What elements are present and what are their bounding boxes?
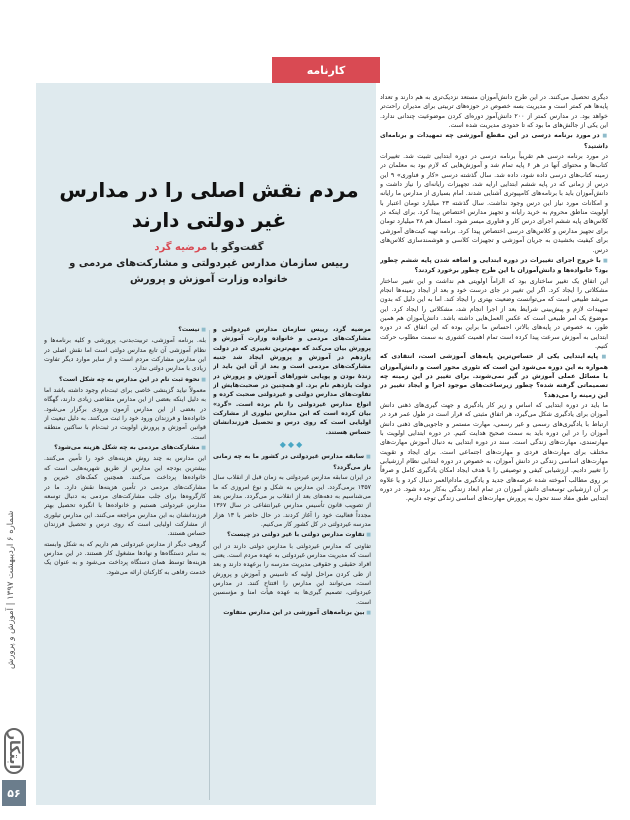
question: ■ در مورد برنامه درسی در این مقطع آموزشی چه تمهیدات و برنامه‌ای داشتید؟: [380, 131, 608, 151]
subhead: [50, 240, 368, 288]
answer-paragraph: معمولاً نیاید گزینشی خاصی برای ثبت‌نام وجود داشته باشد اما به دلیل اینکه بعضی از این مدارس متقاضی زیادی دارند، گهگاه در بعضی از این مدارس آزمون ورودی برگزار می‌شود. خانواده‌ها و فرزندان ورود خود را ثبت می‌کنند. به دلیل تبعیت از قوانین آموزش و پرورش اولویت در ثبت‌نام با ساکنین منطقه است.: [44, 387, 206, 441]
interviewee-title: رییس سازمان مدارس غیردولتی و مشارکت‌های مردمی و خانواده وزارت آموزش و پرورش: [69, 258, 349, 285]
intro-paragraph: مرضیه گرد، رییس سازمان مدارس غیردولتی و مشارکت‌های مردمی و خانواده وزارت آموزش و پرورش بیان می‌کند که مهم‌ترین تغییری که در دولت یازدهم در آموزش و پرورش ایجاد شد جنبه مشارکت‌های مردمی است و بعد از آن این باید از زندهٔ بودن و پویایی شوراهای آموزش و پرورش در دولت یازدهم نام برد. او همچنین در صحبت‌هایش از تفاوت‌های مدارس دولتی و غیردولتی صحبت کرده و انواع مدارس غیردولتی را نام برده است. «گرد» بیان کرده است که این مدارس تیلوری از مشارکت اولیایی است که روی درس و تحصیل فرزندانشان حساس هستند.: [213, 326, 371, 436]
question: ■ نحوه ثبت نام در این مدارس به چه شکل است؟: [44, 375, 206, 385]
answer-paragraph: گروهی دیگر از مدارس غیردولتی هم داریم که به شکل وابسته به سایر دستگاه‌ها و نهادها مشغول کار هستند. در این مدارس هزینه‌ها توسط همان دستگاه پرداخت می‌شود و به عنوان یک خدمت رفاهی به کارکنان ارائه می‌شود.: [44, 540, 206, 576]
side-title: شماره ۶ اردیبهشت ۱۳۹۷ | آموزش و پرورش: [6, 510, 16, 670]
answer-paragraph: ما باید در دوره ابتدایی که اساس و زیر کار یادگیری و جهت گیری‌های ذهنی دانش آموزان برای یادگیری شکل می‌گیرد، هر اتفاق مثبتی که قرار است در طول عمر فرد در ارتباط با یادگیری‌های رسمی و غیر رسمی، مهارت مستمر و جاجویی‌های ذهنی دانش آموزان را در این دوره باید به سمت صحیح هدایت کنیم. در دوره ابتدایی اولویت با مهارتمندی، مهارت‌های زندگی است. سند در دوره ابتدایی به دنبال آموزش مهارت‌های مختلف برای مهارت‌های فردی و مهارت‌های اجتماعی است. برای ایجاد و تقویت مهارت‌های اساسی زندگی در دانش آموزان، به خصوص در دوره ابتدایی نظام ارزشیابی را تغییر دادیم. ارزشیابی کیفی و توصیفی را با هدف ایجاد امکان یادگیری کامل و صرفاً بر روی مطالب آموخته شده عرصه‌های جدید و یادگیری مادام‌العمر دنبال کرد و یا علاوه بر آن ارزشیابی توسعه‌ای دانش آموزان در تمام ابعاد زندگی به‌کار برده شود. در دوره ابتدایی طبق مفاد سند تحول به پرورش مهارت‌های اساسی زندگی توجه داریم.: [380, 402, 608, 503]
answer-paragraph: بله. برنامه آموزشی، تربیت‌بدنی، پرورشی و کلیه برنامه‌ها و نظام آموزشی آن تابع مدارس دولتی است اما نقش اصلی در این مدارس مشارکت مردم است و از سایر موارد دیگر تفاوت زیادی با مدارس دولتی ندارد.: [44, 337, 206, 373]
question: ■ بین برنامه‌های آموزشی در این مدارس متفاوت: [213, 608, 371, 618]
headline: مردم نقش اصلی را در مدارس غیر دولتی دارند: [59, 178, 359, 232]
question: ■ با خروج اجرای تغییرات در دوره ابتدایی و اضافه شدن پایه ششم چطور بود؟ خانواده‌ها و دانش‌آموزان با این طرح چطور برخورد کردند؟: [380, 256, 608, 276]
subhead-prefix: گفت‌وگو با: [210, 242, 264, 253]
left-column: [44, 325, 206, 805]
question: ■ مشارکت‌های مردمی به چه شکل هزینه می‌شود؟: [44, 443, 206, 453]
middle-column: [213, 325, 371, 805]
magazine-logo: [4, 728, 24, 774]
column-divider: [209, 330, 210, 800]
answer-paragraph: دیگری تحصیل می‌کنند. در این طرح دانش‌آموزان مستعد نزدیک‌تری به هم دارند و تعداد پایه‌ها هم کمتر است و مدیریت بسه خصوص در حوزه‌های تربیتی برای مدیران راحت‌تر خواهد بود. در مدارس کمتر از ۲۰۰ دانش‌آموز دوره‌ای کردن موضوعیت چندانی ندارد. این یکی از جالش‌های ما بود که تا حدودی مدیریت شده است.: [380, 94, 608, 130]
question: ■ نیست؟: [44, 325, 206, 335]
question: ■ پایه ابتدایی یکی از حساس‌ترین پایه‌های آموزشی است، انتقادی که همواره به این دوره می‌شود این است که تئوری محور است و دانش‌آموزان با مسائل عملی آموزش در گیر نمی‌شوند. برای تغییر در این زمینه چه تصمیماتی گرفته شده؟ چطور زیرساخت‌های موجود اجرا و ایجاد تغییر در این زمینه را می‌دهد؟: [380, 352, 608, 400]
logo-text: ابتکار: [6, 732, 22, 770]
interviewee-name: مرضیه گرد: [154, 242, 208, 253]
section-tab: کارنامه: [272, 57, 380, 83]
answer-paragraph: تفاوتی که مدارس غیردولتی با مدارس دولتی دارند در این است که مدیریت مدارس غیردولتی به عهده مردم است. یعنی افراد حقیقی و حقوقی مدیریت مدرسه را برعهده دارند و بعد از طی کردن مراحل اولیه که تاسیس و آموزش و پرورش است، می‌توانند این مدارس را افتتاح کنند. در مدارس غیردولتی، تصمیم گیری‌ها به عهده هیأت امنا و مؤسسین است.: [213, 542, 371, 606]
side-strip: [0, 0, 26, 820]
right-column: [380, 93, 608, 805]
question: ■ سابقه مدارس غیردولتی در کشور ما به چه زمانی باز می‌گردد؟: [213, 452, 371, 472]
answer-paragraph: در مورد برنامه درسی هم تقریباً برنامه درسی در دوره ابتدایی تثبیت شد. تغییرات کتاب‌ها و محتوای آنها در هر ۶ پایه تمام شد و آموزش‌هایی که لازم بود به معلمان در زمینه کتاب‌های درسی داده شود، داده شد. سال گذشته درسی «کار و فناوری» ۹ این درس از زمانی که در پایه ششم ابتدایی ارایه شد، تجهیزات رایانه‌ای را نیاز داشت و دانش‌آموزان باید با برنامه‌های کامپیوتری آشنایی شدند. امام بسیاری از مدارس ما رایانه و امکانات مورد نیاز این درس وجود نداشت. سال گذشته ۲۳ میلیارد تومان اعتبار با اولویت مناطق محروم به خرید رایانه و تجهیز مدارس اختصاص پیدا کرد. برای اینکه در کلاس‌های پایه ششم اجرای درس کار و فناوری میسر شود. امسال هم ۲۸ میلیارد تومان برای تجهیز مدارس و کلاس‌های درسی اختصاص پیدا کرد. برنامه تهیه کیت‌های آموزشی برای کیفیت بخشیدن به جریان آموزشی و تجهیزات کلاسی و هوشمندسازی کلاس‌های درس.: [380, 153, 608, 254]
answer-paragraph: در ایران سابقه مدارس غیردولتی به زمان قبل از انقلاب سال ۱۳۵۷ برمی‌گردد. این مدارس به شکل و نوع امروزی که ما می‌شناسیم به دهه‌های بعد از انقلاب بر می‌گردد. مدارس بعد از تصویب قانون تأسیس مدارس غیرانتفاعی در سال ۱۳۶۷ مجدداً فعالیت خود را آغاز کردند. در حال حاضر با ۱۳ هزار مدرسه غیردولتی در کل کشور کار می‌کنیم.: [213, 474, 371, 528]
answer-paragraph: این مدارس به چند روش هزینه‌های خود را تأمین می‌کنند. بیشترین بودجه این مدارس از طریق شهریه‌هایی است که خانواده‌ها پرداخت می‌کنند. همچنین کمک‌های خیرین و مشارکت‌های مردمی در تأمین هزینه‌ها نقش دارد. ما در کارگروه‌ها برای جلب مشارکت‌های مردمی به دنبال توسعه مدارس غیردولتی هستیم و خانواده‌ها با انگیزه تحصیل بهتر فرزندانشان به این مدارس مراجعه می‌کنند. این مدارس تیلوری از مشارکت اولیایی است که روی درس و تحصیل فرزندان حساس هستند.: [44, 455, 206, 538]
question: ■ تفاوت مدارس دولتی با غیر دولتی در چیست؟: [213, 530, 371, 540]
answer-paragraph: این اتفاق یک تغییر ساختاری بود که الزاماً اولویتی هم نداشت و این تغییر ساختار مشکلاتی را ایجاد کرد. اگر این تغییر در جای درست خود و بعد از ایجاد زمینه‌ها انجام می‌شد طبیعی است که می‌توانست وضعیت بهتری را ایجاد کند. اما به این دلیل که بدون تمهیدات لازم و پیش‌بینی شرایط بعد از اجرا انجام شد، مشکلاتی را ایجاد کرد. این موضوع یک امر طبیعی است که عکس العمل‌هایی داشته باشد. دانش‌آموزان هم همین طور، به خصوص در پایه‌های بالاتر، احساس ما براین بوده که این اتفاق که در دوره ابتدایی به آموزش سرعت پیدا کرده است تمام اهمیت کشوری به سمت مطلوب حرکت کنیم.: [380, 277, 608, 350]
separator-dots: ◆◆◆: [279, 440, 305, 450]
page-number: ۵۶: [2, 780, 26, 806]
